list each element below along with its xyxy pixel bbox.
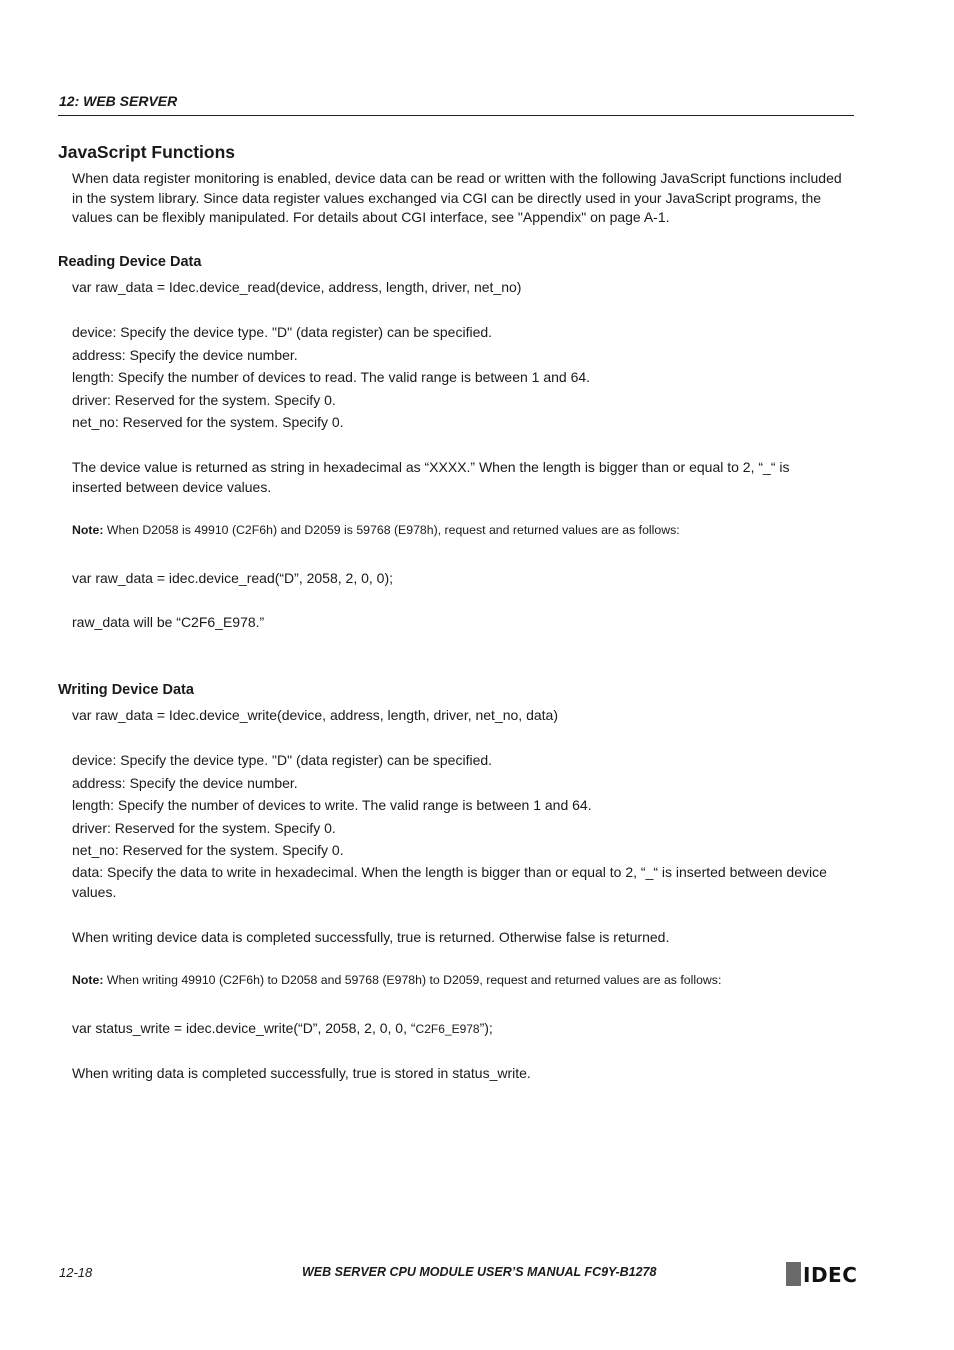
example-prefix: var status_write = idec.device_write(“D”, 2058, 2, 0, 0, “ <box>72 1020 416 1036</box>
reading-result: raw_data will be “C2F6_E978.” <box>72 614 265 630</box>
writing-param-driver: driver: Reserved for the system. Specify 0. <box>72 820 336 836</box>
reading-example: var raw_data = idec.device_read(“D”, 2058, 2, 0, 0); <box>72 570 394 586</box>
reading-param-address: address: Specify the device number. <box>72 347 298 363</box>
manual-title: WEB SERVER CPU MODULE USER’S MANUAL FC9Y-B1278 <box>302 1265 657 1279</box>
reading-title: Reading Device Data <box>58 254 202 270</box>
example-value: C2F6_E978 <box>415 1022 480 1036</box>
writing-param-device: device: Specify the device type. "D" (data register) can be specified. <box>72 752 493 768</box>
writing-return-desc: When writing device data is completed successfully, true is returned. Otherwise false is returned. <box>72 929 670 945</box>
note-label: Note: <box>72 523 104 537</box>
reading-note <box>72 523 680 537</box>
logo-bar-icon <box>786 1262 801 1286</box>
writing-title: Writing Device Data <box>58 682 194 698</box>
note-text: When writing 49910 (C2F6h) to D2058 and 59768 (E978h) to D2059, request and returned values are as follows: <box>103 973 722 987</box>
page-number: 12-18 <box>59 1265 93 1280</box>
writing-example <box>72 1020 493 1036</box>
writing-param-data: data: Specify the data to write in hexadecimal. When the length is bigger than or equal to 2, “_“ is inserted between device values. <box>72 864 827 900</box>
logo-text: IDEC <box>803 1263 858 1287</box>
writing-param-length: length: Specify the number of devices to write. The valid range is between 1 and 64. <box>72 797 592 813</box>
reading-param-length: length: Specify the number of devices to read. The valid range is between 1 and 64. <box>72 369 591 385</box>
reading-param-driver: driver: Reserved for the system. Specify 0. <box>72 392 336 408</box>
reading-param-net-no: net_no: Reserved for the system. Specify 0. <box>72 414 344 430</box>
intro-paragraph: When data register monitoring is enabled, device data can be read or written with the following JavaScript functions included in the system library. Since data register values exchanged via CGI can be directly used in your JavaScript programs, the values can be flexibly manipulated. For details about CGI interface, see "Appendix" on page A-1. <box>72 170 842 225</box>
writing-result: When writing data is completed successfully, true is stored in status_write. <box>72 1065 531 1081</box>
reading-return-desc: The device value is returned as string in hexadecimal as “XXXX.” When the length is bigger than or equal to 2, “_“ is inserted between device values. <box>72 459 790 495</box>
chapter-header: 12: WEB SERVER <box>59 93 178 109</box>
reading-param-device: device: Specify the device type. "D" (data register) can be specified. <box>72 324 493 340</box>
example-suffix: ”); <box>479 1020 493 1036</box>
note-label: Note: <box>72 973 104 987</box>
writing-param-address: address: Specify the device number. <box>72 775 298 791</box>
writing-param-net-no: net_no: Reserved for the system. Specify 0. <box>72 842 344 858</box>
reading-syntax: var raw_data = Idec.device_read(device, address, length, driver, net_no) <box>72 279 522 295</box>
note-text: When D2058 is 49910 (C2F6h) and D2059 is 59768 (E978h), request and returned values are as follows: <box>103 523 680 537</box>
writing-note <box>72 973 721 987</box>
writing-syntax: var raw_data = Idec.device_write(device, address, length, driver, net_no, data) <box>72 707 558 723</box>
idec-logo <box>786 1262 856 1286</box>
section-title: JavaScript Functions <box>58 142 235 162</box>
header-rule <box>58 115 854 116</box>
